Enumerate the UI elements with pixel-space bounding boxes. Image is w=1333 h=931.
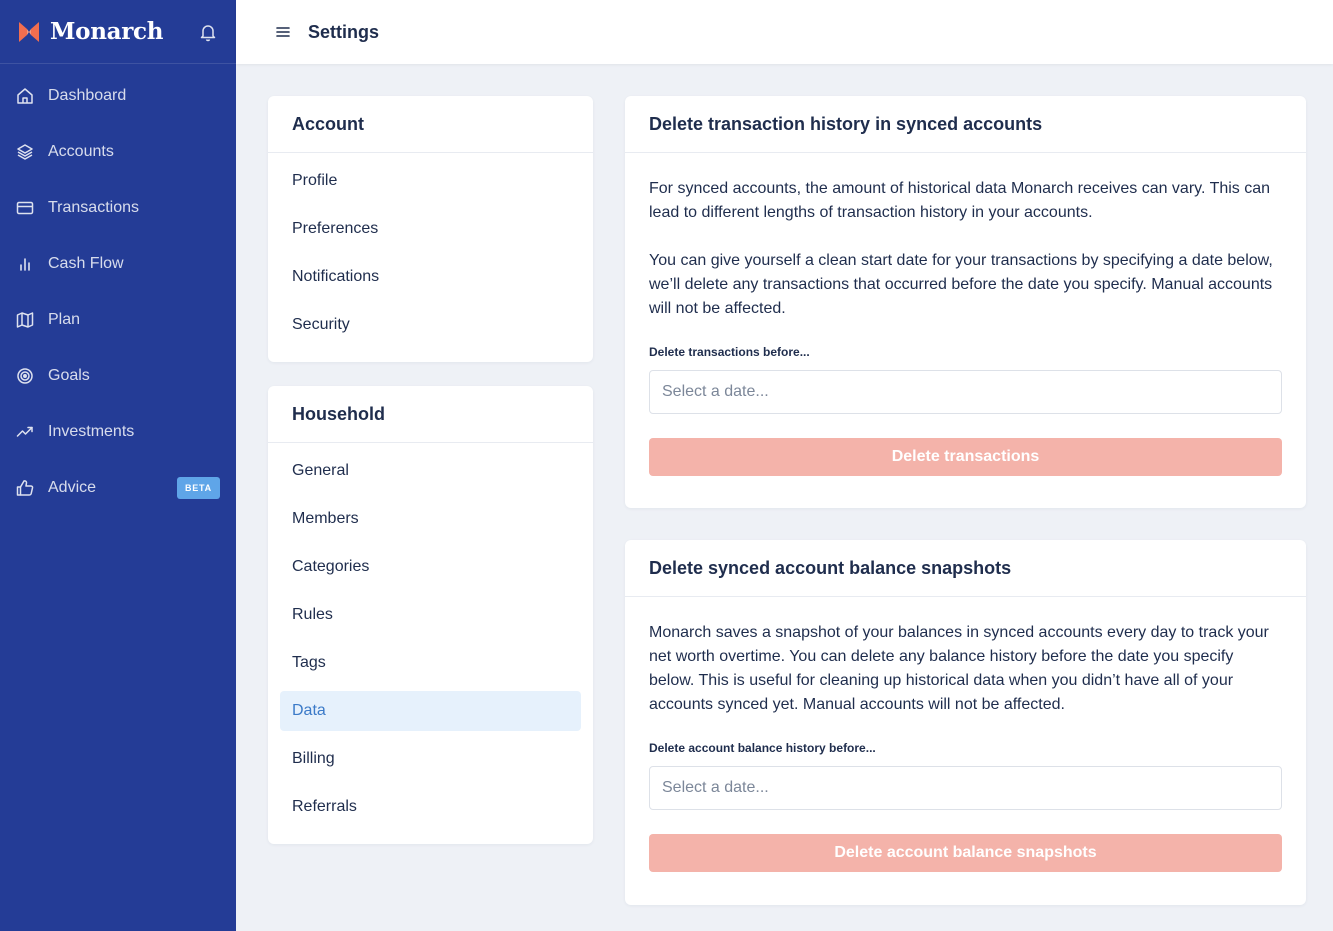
account-settings-menu — [268, 96, 593, 362]
settings-item-notifications[interactable]: Notifications — [292, 268, 380, 285]
settings-item-data[interactable]: Data — [280, 691, 581, 731]
settings-item-billing[interactable]: Billing — [292, 750, 335, 767]
sidebar-item-label: Transactions — [48, 199, 139, 216]
settings-item-preferences[interactable]: Preferences — [292, 220, 379, 237]
brand-name: Monarch — [50, 18, 164, 45]
settings-item-general[interactable]: General — [292, 462, 349, 479]
sidebar-item-label: Cash Flow — [48, 255, 124, 272]
settings-item-tags[interactable]: Tags — [292, 654, 326, 671]
delete-snapshots-title: Delete synced account balance snapshots — [625, 540, 1306, 597]
delete-transactions-instructions: You can give yourself a clean start date for your transactions by specifying a date below, we’ll delete any transactions that occurred before the date you specify. Manual accounts will not be affected. — [649, 252, 1273, 317]
delete-snapshots-date-input[interactable] — [649, 766, 1282, 810]
sidebar-item-goals[interactable] — [0, 348, 236, 404]
delete-snapshots-button[interactable]: Delete account balance snapshots — [649, 834, 1282, 872]
sidebar — [0, 0, 236, 931]
delete-transactions-date-label: Delete transactions before... — [649, 345, 810, 359]
household-menu-title: Household — [268, 386, 593, 443]
delete-transactions-button[interactable]: Delete transactions — [649, 438, 1282, 476]
credit-card-icon — [16, 199, 34, 217]
sidebar-item-label: Dashboard — [48, 87, 127, 104]
sidebar-item-dashboard[interactable] — [0, 68, 236, 124]
bell-icon[interactable] — [198, 22, 218, 42]
brand-bar — [0, 0, 236, 64]
settings-item-categories[interactable]: Categories — [292, 558, 370, 575]
page-header — [236, 0, 1333, 64]
sidebar-item-accounts[interactable] — [0, 124, 236, 180]
settings-item-rules[interactable]: Rules — [292, 606, 333, 623]
sidebar-item-label: Investments — [48, 423, 135, 440]
account-menu-title: Account — [268, 96, 593, 153]
sidebar-item-transactions[interactable] — [0, 180, 236, 236]
delete-transactions-title: Delete transaction history in synced accounts — [625, 96, 1306, 153]
settings-item-referrals[interactable]: Referrals — [292, 798, 357, 815]
delete-transactions-date-input[interactable] — [649, 370, 1282, 414]
settings-item-members[interactable]: Members — [292, 510, 359, 527]
delete-transactions-card — [625, 96, 1306, 508]
sidebar-item-investments[interactable] — [0, 404, 236, 460]
sidebar-item-cash-flow[interactable] — [0, 236, 236, 292]
sidebar-nav — [0, 64, 236, 516]
page-title: Settings — [308, 21, 380, 42]
sidebar-item-plan[interactable] — [0, 292, 236, 348]
sidebar-item-label: Advice — [48, 479, 97, 496]
settings-item-profile[interactable]: Profile — [292, 172, 338, 189]
thumbs-up-icon — [16, 479, 34, 497]
household-settings-menu — [268, 386, 593, 844]
bar-chart-icon — [16, 255, 34, 273]
home-icon — [16, 87, 34, 105]
delete-snapshots-card — [625, 540, 1306, 905]
sidebar-item-label: Goals — [48, 367, 90, 384]
sidebar-item-advice[interactable] — [0, 460, 236, 516]
beta-badge: BETA — [177, 477, 220, 499]
sidebar-item-label: Plan — [48, 311, 81, 328]
delete-transactions-description: For synced accounts, the amount of historical data Monarch receives can vary. This can lead to different lengths of transaction history in your accounts. — [649, 180, 1271, 221]
settings-item-security[interactable]: Security — [292, 316, 350, 333]
hamburger-menu-icon[interactable] — [274, 23, 292, 41]
layers-icon — [16, 143, 34, 161]
trending-up-icon — [16, 423, 34, 441]
target-icon — [16, 367, 34, 385]
monarch-logo-icon — [18, 21, 40, 43]
delete-snapshots-date-label: Delete account balance history before... — [649, 741, 876, 755]
map-icon — [16, 311, 34, 329]
delete-snapshots-description: Monarch saves a snapshot of your balances in synced accounts every day to track your net worth overtime. You can delete any balance history before the date you specify below. This is useful for cleaning up historical data when you didn’t have all of your accounts synced yet. Manual accounts will not be affected. — [649, 624, 1269, 713]
sidebar-item-label: Accounts — [48, 143, 114, 160]
